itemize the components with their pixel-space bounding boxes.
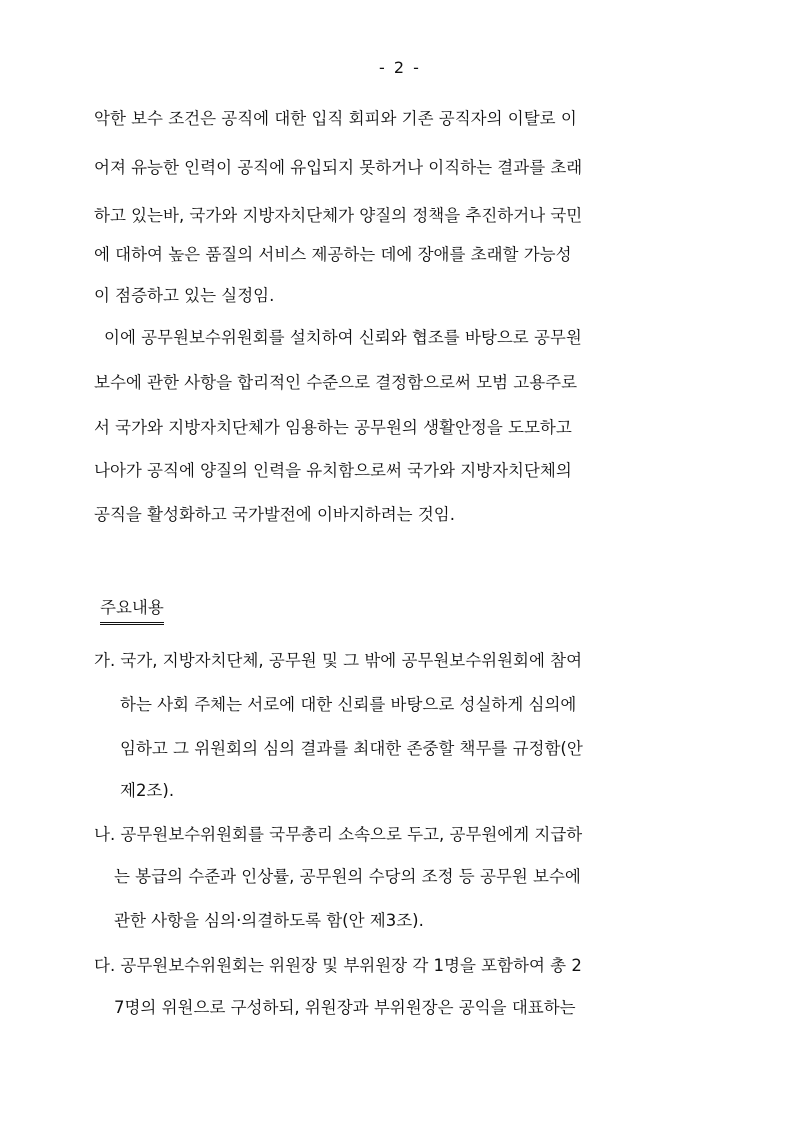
list-item-line: 관한 사항을 심의·의결하도록 함(안 제3조). xyxy=(114,911,424,930)
body-text-line: 서 국가와 지방자치단체가 임용하는 공무원의 생활안정을 도모하고 xyxy=(94,418,572,437)
list-item-line: 7명의 위원으로 구성하되, 위원장과 부위원장은 공익을 대표하는 xyxy=(114,998,576,1017)
list-item-line: 제2조). xyxy=(120,781,175,800)
body-text-line: 이 점증하고 있는 실정임. xyxy=(94,286,275,305)
list-item-line: 는 봉급의 수준과 인상률, 공무원의 수당의 조정 등 공무원 보수에 xyxy=(114,867,581,886)
list-item-line: 하는 사회 주체는 서로에 대한 신뢰를 바탕으로 성실하게 심의에 xyxy=(120,695,577,714)
list-item-line: 가. 국가, 지방자치단체, 공무원 및 그 밖에 공무원보수위원회에 참여 xyxy=(94,651,583,670)
section-heading: 주요내용 xyxy=(100,597,164,625)
body-text-line: 보수에 관한 사항을 합리적인 수준으로 결정함으로써 모범 고용주로 xyxy=(94,373,578,392)
body-text-line: 어져 유능한 인력이 공직에 유입되지 못하거나 이직하는 결과를 초래 xyxy=(94,158,583,177)
body-text-line: 이에 공무원보수위원회를 설치하여 신뢰와 협조를 바탕으로 공무원 xyxy=(104,328,582,347)
list-item-line: 임하고 그 위원회의 심의 결과를 최대한 존중할 책무를 규정함(안 xyxy=(120,739,583,758)
body-text-line: 나아가 공직에 양질의 인력을 유치함으로써 국가와 지방자치단체의 xyxy=(94,461,572,480)
page-number: - 2 - xyxy=(379,58,421,77)
list-item-line: 나. 공무원보수위원회를 국무총리 소속으로 두고, 공무원에게 지급하 xyxy=(94,825,583,844)
body-text-line: 하고 있는바, 국가와 지방자치단체가 양질의 정책을 추진하거나 국민 xyxy=(94,206,583,225)
list-item-line: 다. 공무원보수위원회는 위원장 및 부위원장 각 1명을 포함하여 총 2 xyxy=(94,956,582,975)
body-text-line: 공직을 활성화하고 국가발전에 이바지하려는 것임. xyxy=(94,505,455,524)
body-text-line: 악한 보수 조건은 공직에 대한 입직 회피와 기존 공직자의 이탈로 이 xyxy=(94,109,577,128)
body-text-line: 에 대하여 높은 품질의 서비스 제공하는 데에 장애를 초래할 가능성 xyxy=(94,245,572,264)
